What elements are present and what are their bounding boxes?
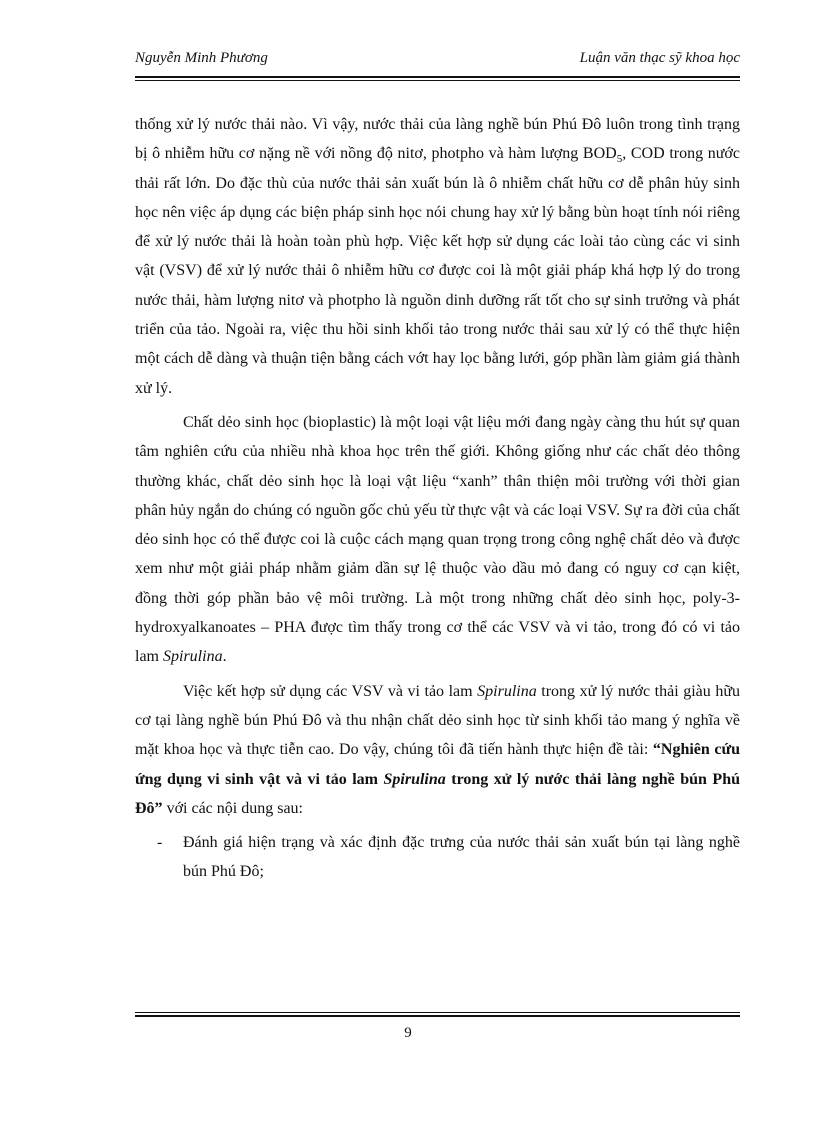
header-author: Nguyễn Minh Phương [135, 50, 268, 66]
thesis-title-b: trong xử lý nước thải làng nghề bún Phú Đô” [135, 770, 741, 817]
list-item [135, 828, 740, 887]
spirulina-italic: Spirulina [477, 682, 537, 700]
paragraph-1-text-a: thống xử lý nước thải nào. Vì vậy, nước thải của làng nghề bún Phú Đô luôn trong tình trạng bị ô nhiễm hữu cơ nặng nề với nồng độ nitơ, photpho và hàm lượng BOD [135, 116, 740, 163]
paragraph-3-text-b: trong xử lý nước thải giàu hữu cơ tại làng nghề bún Phú Đô và thu nhận chất dẻo sinh học từ sinh khối tảo mang ý nghĩa về mặt khoa học và thực tiễn cao. Do vậy, chúng tôi đã tiến hành thực hiện đề tài: [135, 682, 740, 759]
list-item-dash: - [157, 834, 163, 852]
footer-rule-thick [135, 1015, 740, 1017]
paragraph-1-text-b: , COD trong nước thải rất lớn. Do đặc thù của nước thải sản xuất bún là ô nhiễm chất hữu cơ dễ phân hủy sinh học nên việc áp dụng các biện pháp sinh học nói chung hay xử lý bằng bùn hoạt tính nói riêng để xử lý nước thải là hoàn toàn phù hợp. Việc kết hợp sử dụng các loài tảo cùng các vi sinh vật (VSV) để xử lý nước thải ô nhiễm hữu cơ được coi là một giải pháp khá hợp lý do trong nước thải, hàm lượng nitơ và photpho là nguồn dinh dưỡng rất tốt cho sự sinh trưởng và phát triển của tảo. Ngoài ra, việc thu hồi sinh khối tảo trong nước thải sau xử lý có thể thực hiện một cách dễ dàng và thuận tiện bằng cách vớt hay lọc bằng lưới, góp phần làm giảm giá thành xử lý. [135, 145, 740, 397]
thesis-title-a: “Nghiên cứu ứng dụng vi sinh vật và vi tảo lam [135, 741, 741, 788]
page-header [135, 50, 740, 74]
page-number: 9 [404, 1025, 412, 1041]
paragraph-2 [135, 408, 740, 672]
document-body [135, 110, 740, 887]
paragraph-2-text: Chất dẻo sinh học (bioplastic) là một loại vật liệu mới đang ngày càng thu hút sự quan tâm nghiên cứu của nhiều nhà khoa học trên thế giới. Không giống như các chất dẻo thông thường khác, chất dẻo sinh học là loại vật liệu “xanh” thân thiện môi trường với thời gian phân hủy ngắn do chúng có nguồn gốc chủ yếu từ thực vật và các loại VSV. Sự ra đời của chất dẻo sinh học có thể được coi là cuộc cách mạng quan trọng trong công nghệ chất dẻo và được xem như một giải pháp nhằm giảm dần sự lệ thuộc vào dầu mỏ đang có nguy cơ cạn kiệt, đồng thời góp phần bảo vệ môi trường. Là một trong những chất dẻo sinh học, poly-3-hydroxyalkanoates – PHA được tìm thấy trong cơ thể các VSV và vi tảo, trong đó có vi tảo lam [135, 413, 740, 666]
header-document-type: Luận văn thạc sỹ khoa học [579, 50, 740, 66]
footer-rule-thin [135, 1012, 740, 1013]
paragraph-3-text-a: Việc kết hợp sử dụng các VSV và vi tảo lam [183, 682, 478, 700]
paragraph-3 [135, 677, 740, 823]
header-rule-thick [135, 76, 740, 78]
bod-subscript: 5 [616, 153, 623, 166]
spirulina-italic: Spirulina [163, 648, 223, 666]
paragraph-1 [135, 110, 740, 403]
paragraph-2-end: . [222, 648, 227, 666]
list-item-text: Đánh giá hiện trạng và xác định đặc trưng của nước thải sản xuất bún tại làng nghề bún Phú Đô; [183, 834, 740, 881]
header-rule-thin [135, 80, 740, 81]
paragraph-3-text-c: với các nội dung sau: [162, 799, 303, 817]
thesis-title-spirulina: Spirulina [383, 770, 446, 788]
